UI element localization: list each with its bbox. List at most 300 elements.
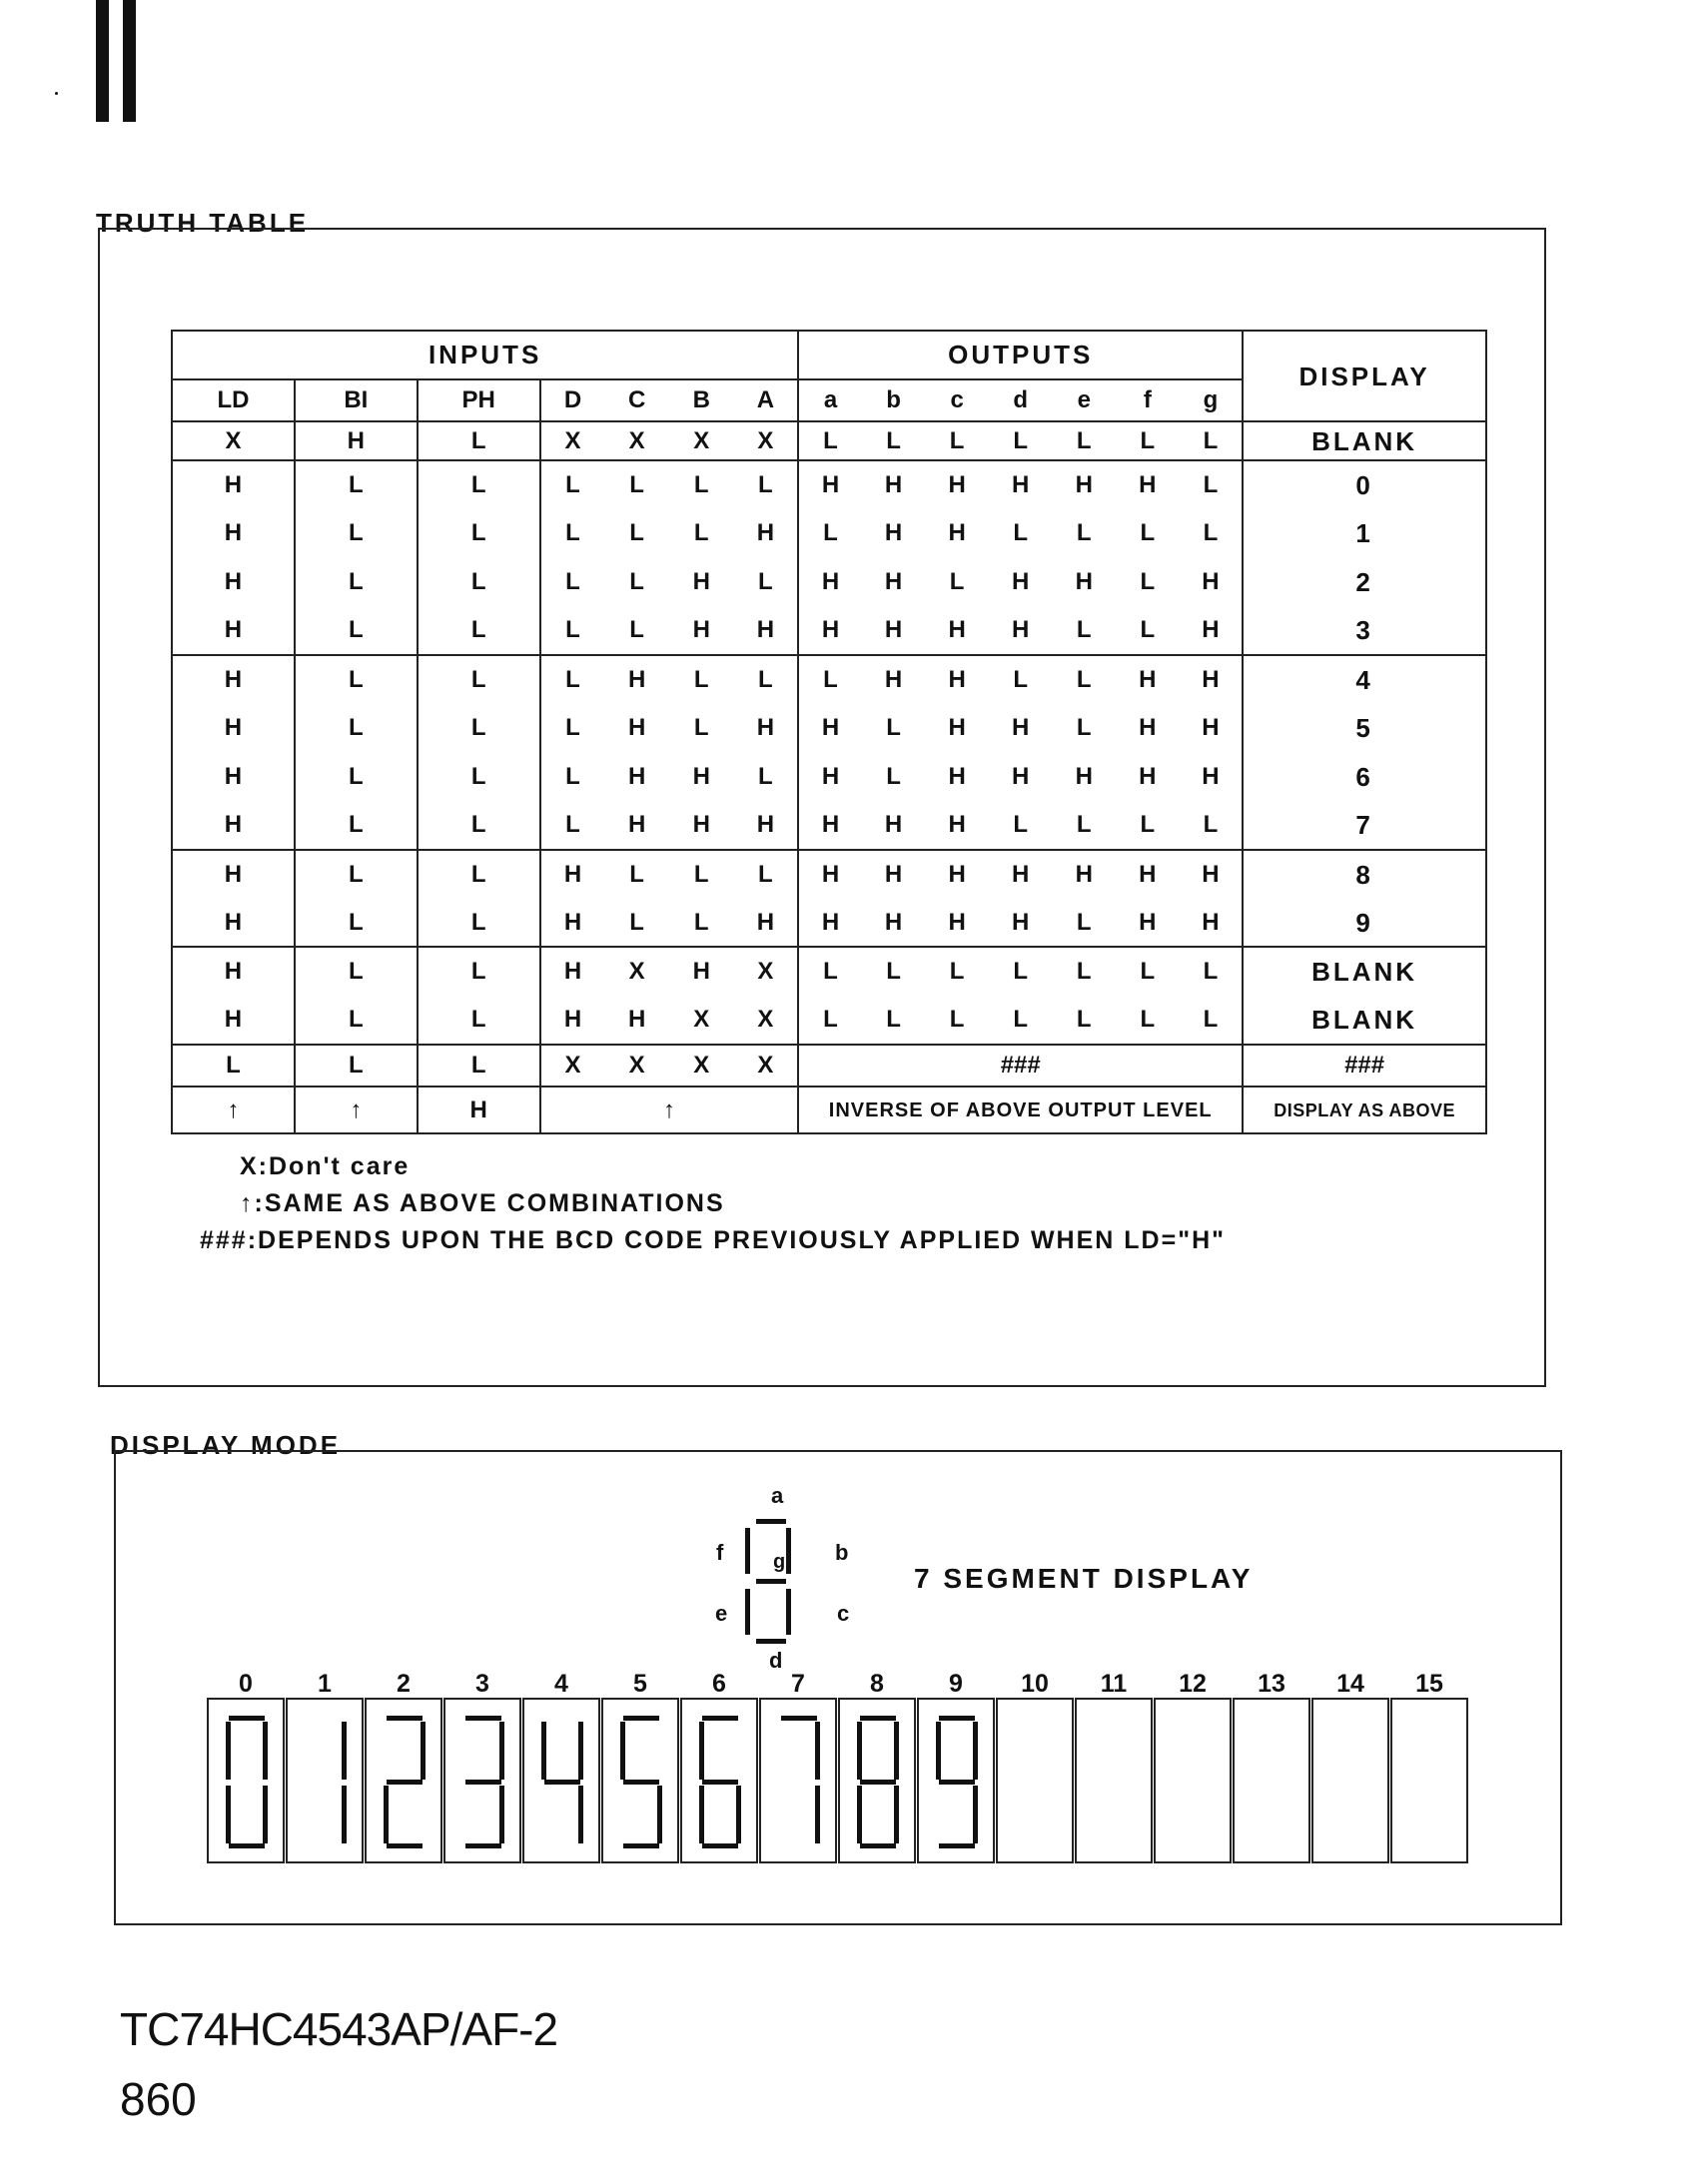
segment-e — [699, 1786, 704, 1843]
latch-ld-cell: L — [172, 1045, 295, 1087]
digit-number: 14 — [1336, 1670, 1364, 1698]
note-dont-care: X:Don't care — [240, 1152, 411, 1180]
input-cell-bi: L — [295, 947, 418, 996]
output-cell-d: H — [1012, 860, 1030, 888]
note-same-as-above: ↑:SAME AS ABOVE COMBINATIONS — [240, 1189, 725, 1217]
output-cell-b: H — [862, 606, 926, 655]
digit-number: 12 — [1179, 1670, 1207, 1698]
input-cell-b: X — [669, 996, 734, 1045]
input-cell-d: L — [540, 509, 605, 558]
segment-g — [387, 1780, 423, 1785]
digit-cell — [1154, 1698, 1232, 1863]
segment-c — [499, 1786, 504, 1843]
digit-glyph — [603, 1700, 677, 1861]
digit-glyph — [445, 1700, 519, 1861]
output-cell-c: H — [925, 801, 989, 850]
display-header: DISPLAY — [1243, 331, 1486, 421]
segment-b — [421, 1722, 426, 1780]
input-cell-d: L — [540, 606, 605, 655]
segment-e — [384, 1786, 389, 1843]
digit-glyph — [367, 1700, 440, 1861]
digit-cell — [286, 1698, 364, 1863]
inverse-dcba-cell: ↑ — [540, 1087, 799, 1133]
output-cell-c: L — [949, 568, 965, 596]
segment-c — [657, 1786, 662, 1843]
segment-c — [578, 1786, 583, 1843]
input-cell-bi: L — [295, 753, 418, 802]
output-cell-c: L — [949, 958, 965, 986]
input-cell-ld: H — [172, 947, 295, 996]
digit-glyph — [1156, 1700, 1230, 1861]
segment-b — [342, 1722, 347, 1780]
input-cell-b: X — [669, 421, 734, 460]
input-cell-bi: L — [295, 606, 418, 655]
output-cell-g: L — [1180, 801, 1244, 850]
input-cell-b: H — [692, 568, 710, 596]
input-cell-bi: L — [295, 704, 418, 753]
digit-number: 6 — [712, 1670, 726, 1698]
column-header-e-out: e — [1052, 379, 1116, 421]
segment-f — [541, 1722, 546, 1780]
column-header-c-in: C — [604, 379, 669, 421]
seg-d-bar — [756, 1639, 786, 1644]
segment-b — [894, 1722, 899, 1780]
input-cell-c: H — [627, 666, 646, 694]
inverse-row — [172, 1087, 1486, 1133]
input-cell-d: X — [540, 421, 605, 460]
truth-table-row — [172, 460, 1486, 509]
output-cell-d: H — [989, 899, 1053, 948]
output-cell-d: H — [1012, 762, 1030, 790]
input-cell-ld: X — [172, 421, 295, 460]
input-cell-bi: L — [295, 655, 418, 704]
display-mode-title: DISPLAY MODE — [110, 1430, 342, 1460]
input-cell-ph: L — [418, 421, 540, 460]
input-cell-d: L — [540, 655, 605, 704]
input-cell-bi: L — [295, 801, 418, 850]
output-cell-g: H — [1180, 606, 1244, 655]
input-cell-c: L — [629, 568, 644, 596]
segment-a — [465, 1716, 501, 1721]
input-cell-bi: L — [295, 850, 418, 899]
input-cell-d: L — [540, 753, 605, 802]
segment-b — [815, 1722, 820, 1780]
segment-c — [736, 1786, 741, 1843]
digit-glyph — [840, 1700, 914, 1861]
latch-display-cell: ### — [1243, 1045, 1486, 1087]
input-cell-bi: L — [295, 460, 418, 509]
display-cell: 1 — [1243, 509, 1486, 558]
output-cell-c: H — [925, 899, 989, 948]
digit-cell — [601, 1698, 679, 1863]
output-cell-e: L — [1052, 606, 1116, 655]
truth-table-row — [172, 947, 1486, 996]
output-cell-b: H — [884, 471, 903, 499]
segment-f — [620, 1722, 625, 1780]
digit-cell — [838, 1698, 916, 1863]
segment-g — [465, 1780, 501, 1785]
truth-table-row — [172, 509, 1486, 558]
digit-glyph — [288, 1700, 362, 1861]
output-cell-d: H — [1012, 568, 1030, 596]
digit-cell — [365, 1698, 442, 1863]
output-cell-a: H — [798, 606, 862, 655]
digit-number: 0 — [239, 1670, 253, 1698]
input-cell-c: H — [627, 714, 646, 742]
truth-table-row — [172, 606, 1486, 655]
input-cell-c: X — [604, 421, 669, 460]
segment-g — [939, 1780, 975, 1785]
output-cell-a: H — [798, 753, 862, 802]
seg-label-a: a — [771, 1483, 784, 1508]
inputs-header: INPUTS — [172, 331, 798, 379]
display-cell: 7 — [1243, 801, 1486, 850]
input-cell-a: H — [734, 801, 799, 850]
column-header-f-out: f — [1116, 379, 1180, 421]
input-cell-a: L — [758, 568, 773, 596]
inverse-bi-cell: ↑ — [295, 1087, 418, 1133]
input-cell-bi: H — [295, 421, 418, 460]
output-cell-c: H — [948, 666, 966, 694]
segment-c — [342, 1786, 347, 1843]
segment-c — [894, 1786, 899, 1843]
digit-glyph — [998, 1700, 1072, 1861]
output-cell-b: H — [862, 899, 926, 948]
segment-d — [939, 1843, 975, 1848]
truth-table-row — [172, 421, 1486, 460]
output-cell-f: L — [1140, 568, 1156, 596]
output-cell-b: H — [884, 666, 903, 694]
output-cell-a: L — [798, 655, 862, 704]
output-cell-a: L — [798, 996, 862, 1045]
output-cell-f: L — [1116, 801, 1180, 850]
output-cell-b: L — [886, 762, 901, 790]
output-cell-g: H — [1202, 666, 1220, 694]
digit-number: 1 — [318, 1670, 332, 1698]
output-cell-e: L — [1076, 714, 1092, 742]
digit-number: 11 — [1100, 1670, 1128, 1698]
truth-table-row — [172, 753, 1486, 802]
input-cell-bi: L — [295, 899, 418, 948]
digit-number: 2 — [397, 1670, 411, 1698]
digit-glyph — [1235, 1700, 1308, 1861]
truth-table-row — [172, 899, 1486, 948]
segment-f — [857, 1722, 862, 1780]
input-cell-ph: L — [418, 850, 540, 899]
segment-g — [623, 1780, 659, 1785]
output-cell-c: L — [925, 996, 989, 1045]
display-cell: BLANK — [1243, 421, 1486, 460]
output-cell-e: L — [1076, 958, 1092, 986]
truth-table-row — [172, 850, 1486, 899]
input-cell-d: H — [540, 996, 605, 1045]
input-cell-c: L — [629, 519, 644, 547]
output-cell-g: H — [1180, 899, 1244, 948]
segment-f — [936, 1722, 941, 1780]
input-cell-a: H — [734, 606, 799, 655]
output-cell-d: L — [989, 421, 1053, 460]
digit-number: 5 — [633, 1670, 647, 1698]
input-cell-a: L — [758, 471, 773, 499]
seg-e-bar — [745, 1589, 750, 1635]
note-depends-bcd: ###:DEPENDS UPON THE BCD CODE PREVIOUSLY APPLIED WHEN LD="H" — [200, 1226, 1226, 1254]
digit-cell — [1075, 1698, 1153, 1863]
column-header-b-in: B — [669, 379, 734, 421]
output-cell-d: L — [1013, 958, 1029, 986]
output-cell-d: L — [989, 801, 1053, 850]
input-cell-b: H — [669, 801, 734, 850]
truth-table-row — [172, 558, 1486, 607]
digit-glyph — [682, 1700, 756, 1861]
input-cell-ld: H — [172, 753, 295, 802]
segment-c — [973, 1786, 978, 1843]
digit-cell — [1311, 1698, 1389, 1863]
output-cell-f: L — [1140, 519, 1156, 547]
digit-number: 15 — [1415, 1670, 1443, 1698]
input-cell-ph: L — [418, 558, 540, 607]
output-cell-b: H — [862, 801, 926, 850]
input-cell-a: H — [756, 519, 775, 547]
input-cell-ph: L — [418, 947, 540, 996]
digit-glyph — [524, 1700, 598, 1861]
segment-diagram — [729, 1508, 849, 1688]
segment-display-title: 7 SEGMENT DISPLAY — [914, 1563, 1254, 1594]
output-cell-f: L — [1116, 421, 1180, 460]
seg-label-f: f — [716, 1540, 724, 1565]
segment-b — [578, 1722, 583, 1780]
seg-b-bar — [786, 1528, 791, 1574]
output-cell-e: L — [1076, 519, 1092, 547]
output-cell-b: L — [862, 421, 926, 460]
digit-cell — [996, 1698, 1074, 1863]
input-cell-ph: L — [418, 996, 540, 1045]
digit-number: 10 — [1021, 1670, 1049, 1698]
segment-a — [860, 1716, 896, 1721]
input-cell-d: H — [540, 850, 605, 899]
segment-g — [544, 1780, 580, 1785]
output-cell-e: L — [1052, 421, 1116, 460]
segment-a — [781, 1716, 817, 1721]
segment-b — [499, 1722, 504, 1780]
segment-g — [860, 1780, 896, 1785]
output-cell-f: L — [1140, 958, 1156, 986]
input-cell-a: X — [734, 996, 799, 1045]
input-cell-b: L — [693, 714, 709, 742]
display-cell: 4 — [1243, 655, 1486, 704]
output-cell-g: L — [1180, 421, 1244, 460]
column-header-bi-in: BI — [295, 379, 418, 421]
truth-table-row — [172, 996, 1486, 1045]
segment-d — [623, 1843, 659, 1848]
output-cell-c: H — [948, 762, 966, 790]
seg-g-bar — [756, 1579, 786, 1584]
digit-cell — [443, 1698, 521, 1863]
column-header-ph-in: PH — [418, 379, 540, 421]
input-cell-b: L — [693, 519, 709, 547]
segment-a — [702, 1716, 738, 1721]
input-cell-b: H — [692, 762, 710, 790]
input-cell-d: H — [540, 947, 605, 996]
input-cell-a: X — [757, 958, 774, 986]
output-cell-a: H — [798, 899, 862, 948]
inverse-display-cell: DISPLAY AS ABOVE — [1243, 1087, 1486, 1133]
input-cell-ld: H — [172, 509, 295, 558]
output-cell-b: L — [862, 996, 926, 1045]
input-cell-b: L — [669, 899, 734, 948]
output-cell-e: L — [1052, 996, 1116, 1045]
segment-d — [229, 1843, 265, 1848]
seg-label-d: d — [769, 1648, 783, 1673]
output-cell-f: H — [1139, 471, 1157, 499]
output-cell-a: L — [798, 509, 862, 558]
input-cell-ph: L — [418, 606, 540, 655]
input-cell-b: L — [693, 860, 709, 888]
input-cell-c: H — [627, 762, 646, 790]
input-cell-c: L — [629, 471, 644, 499]
input-cell-ld: H — [172, 606, 295, 655]
input-cell-b: H — [669, 606, 734, 655]
output-cell-f: H — [1139, 860, 1157, 888]
digit-number: 8 — [870, 1670, 884, 1698]
latch-outputs-cell: ### — [798, 1045, 1243, 1087]
part-number: TC74HC4543AP/AF-2 — [120, 2003, 558, 2055]
input-cell-d: L — [540, 801, 605, 850]
output-cell-a: H — [798, 850, 862, 899]
output-cell-a: H — [798, 801, 862, 850]
seg-a-bar — [756, 1519, 786, 1524]
output-cell-c: L — [925, 421, 989, 460]
column-header-a-in: A — [734, 379, 799, 421]
digit-cell — [759, 1698, 837, 1863]
input-cell-ld: H — [172, 558, 295, 607]
segment-b — [263, 1722, 268, 1780]
input-cell-c: X — [628, 958, 645, 986]
output-cell-f: L — [1116, 606, 1180, 655]
segment-a — [229, 1716, 265, 1721]
truth-table-row — [172, 655, 1486, 704]
display-cell: BLANK — [1243, 996, 1486, 1045]
seg-label-b: b — [835, 1540, 849, 1565]
input-cell-d: L — [540, 704, 605, 753]
outputs-header: OUTPUTS — [798, 331, 1243, 379]
seg-label-c: c — [837, 1601, 850, 1626]
input-cell-d: L — [540, 558, 605, 607]
input-cell-c: L — [629, 860, 644, 888]
inverse-ph-cell: H — [418, 1087, 540, 1133]
output-cell-c: H — [925, 606, 989, 655]
column-header-a-out: a — [798, 379, 862, 421]
digit-glyph — [1392, 1700, 1466, 1861]
input-cell-ph: L — [418, 509, 540, 558]
segment-c — [263, 1786, 268, 1843]
truth-table-row — [172, 704, 1486, 753]
output-cell-d: H — [1012, 471, 1030, 499]
seg-f-bar — [745, 1528, 750, 1574]
latch-c-cell: X — [604, 1045, 669, 1087]
output-cell-d: L — [1013, 666, 1029, 694]
input-cell-ld: H — [172, 996, 295, 1045]
display-cell: 5 — [1243, 704, 1486, 753]
seg-label-g: g — [773, 1551, 786, 1573]
output-cell-g: L — [1203, 958, 1219, 986]
corner-bars-mark — [96, 0, 138, 122]
output-cell-g: L — [1180, 996, 1244, 1045]
digit-cell — [522, 1698, 600, 1863]
column-header-c-out: c — [925, 379, 989, 421]
output-cell-e: H — [1075, 568, 1093, 596]
input-cell-ld: H — [172, 655, 295, 704]
inverse-ld-cell: ↑ — [172, 1087, 295, 1133]
input-cell-bi: L — [295, 558, 418, 607]
display-cell: 0 — [1243, 460, 1486, 509]
output-cell-f: H — [1139, 714, 1157, 742]
input-cell-d: L — [540, 460, 605, 509]
output-cell-b: L — [886, 958, 901, 986]
output-cell-b: H — [884, 860, 903, 888]
output-cell-b: H — [884, 568, 903, 596]
segment-b — [973, 1722, 978, 1780]
scan-speck — [55, 92, 58, 95]
seg-c-bar — [786, 1589, 791, 1635]
output-cell-e: L — [1076, 666, 1092, 694]
input-cell-c: L — [604, 606, 669, 655]
page-number: 860 — [120, 2073, 197, 2125]
digit-number: 4 — [554, 1670, 568, 1698]
input-cell-a: H — [734, 899, 799, 948]
input-cell-ld: H — [172, 460, 295, 509]
truth-table — [171, 330, 1487, 1134]
output-cell-d: L — [1013, 519, 1029, 547]
input-cell-b: H — [692, 958, 710, 986]
segment-g — [702, 1780, 738, 1785]
column-header-d-in: D — [540, 379, 605, 421]
display-cell: 8 — [1243, 850, 1486, 899]
input-cell-a: L — [758, 860, 773, 888]
digit-glyph — [1077, 1700, 1151, 1861]
output-cell-g: H — [1202, 568, 1220, 596]
output-cell-g: L — [1203, 519, 1219, 547]
column-header-ld-in: LD — [172, 379, 295, 421]
input-cell-ph: L — [418, 801, 540, 850]
column-header-b-out: b — [862, 379, 926, 421]
digit-glyph — [761, 1700, 835, 1861]
display-cell: 2 — [1243, 558, 1486, 607]
input-cell-ld: H — [172, 801, 295, 850]
output-cell-f: H — [1139, 762, 1157, 790]
input-cell-ph: L — [418, 704, 540, 753]
input-cell-ld: H — [172, 704, 295, 753]
truth-table-row — [172, 801, 1486, 850]
input-cell-c: L — [604, 899, 669, 948]
segment-a — [387, 1716, 423, 1721]
segment-d — [465, 1843, 501, 1848]
output-cell-a: L — [798, 947, 862, 996]
output-cell-g: H — [1202, 860, 1220, 888]
input-cell-ld: H — [172, 850, 295, 899]
segment-a — [939, 1716, 975, 1721]
output-cell-g: H — [1202, 762, 1220, 790]
output-cell-c: H — [948, 519, 966, 547]
digit-cell — [1390, 1698, 1468, 1863]
output-cell-a: H — [798, 704, 862, 753]
latch-row — [172, 1045, 1486, 1087]
digit-number: 7 — [791, 1670, 805, 1698]
output-cell-e: H — [1075, 860, 1093, 888]
input-cell-bi: L — [295, 996, 418, 1045]
latch-b-cell: X — [669, 1045, 734, 1087]
input-cell-a: H — [756, 714, 775, 742]
input-cell-bi: L — [295, 509, 418, 558]
